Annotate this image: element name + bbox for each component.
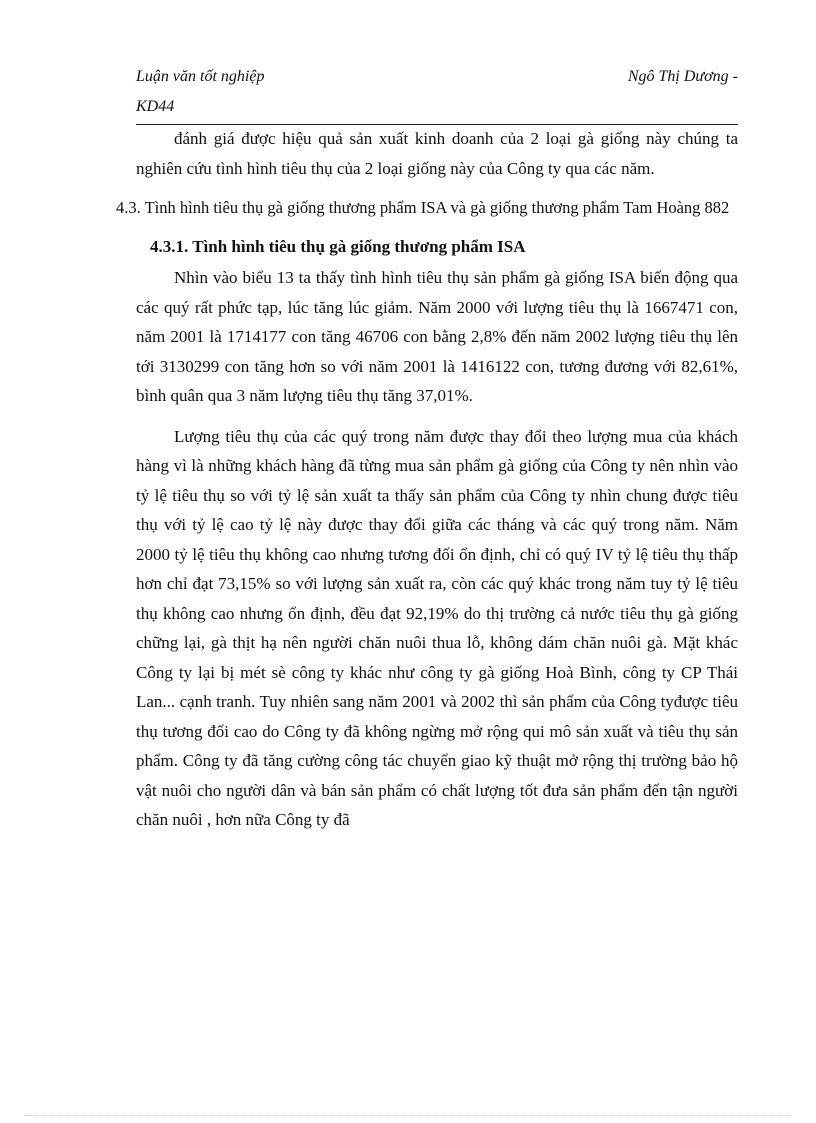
page-bottom-divider	[24, 1115, 792, 1116]
intro-paragraph: đánh giá được hiệu quả sản xuất kinh doanh của 2 loại gà giống này chúng ta nghiên cứu tình hình tiêu thụ của 2 loại giống này của Công ty qua các năm.	[136, 129, 738, 178]
body-text	[116, 124, 738, 835]
header-class-code: KD44	[136, 98, 175, 115]
section-heading-4-3: 4.3. Tình hình tiêu thụ gà giống thương phẩm ISA và gà giống thương phẩm Tam Hoàng 882	[116, 198, 730, 217]
header-author: Ngô Thị Dương -	[627, 68, 738, 85]
paragraph-isa-sales: Nhìn vào biểu 13 ta thấy tình hình tiêu thụ sản phẩm gà giống ISA biến động qua các quý rất phức tạp, lúc tăng lúc giảm. Năm 2000 với lượng tiêu thụ là 1667471 con, năm 2001 là 1714177 con tăng 46706 con bằng 2,8% đến năm 2002 lượng tiêu thụ lên tới 3130299 con tăng hơn so với năm 2001 là 1416122 con, tương đương với 82,61%, bình quân qua 3 năm lượng tiêu thụ tăng 37,01%.	[136, 268, 738, 405]
paragraph-quarterly-sales: Lượng tiêu thụ của các quý trong năm được thay đổi theo lượng mua của khách hàng vì là những khách hàng đã từng mua sản phẩm gà giống của Công ty nên nhìn vào tỷ lệ tiêu thụ so với tỷ lệ sản xuất ta thấy sản phẩm của Công ty nhìn chung được tiêu thụ với tỷ lệ cao tỷ lệ này được thay đổi giữa các tháng và các quý trong năm. Năm 2000 tỷ lệ tiêu thụ không cao nhưng tương đối ổn định, chỉ có quý IV tỷ lệ tiêu thụ thấp hơn chỉ đạt 73,15% so với lượng sản xuất ra, còn các quý khác trong năm tuy tỷ lệ tiêu thụ không cao nhưng ổn định, đều đạt 92,19% do thị trường cả nước tiêu thụ gà giống chững lại, gà thịt hạ nên người chăn nuôi thua lỗ, không dám chăn nuôi gà. Mặt khác Công ty lại bị mét sè công ty khác như công ty gà giống Hoà Bình, công ty CP Thái Lan... cạnh tranh. Tuy nhiên sang năm 2001 và 2002 thì sản phẩm của Công tyđược tiêu thụ tương đối cao do Công ty đã không ngừng mở rộng qui mô sản xuất và tiêu thụ sản phẩm. Công ty đã tăng cường công tác chuyển giao kỹ thuật mở rộng thị trường bảo hộ vật nuôi cho người dân và bán sản phẩm có chất lượng tốt đưa sản phẩm đến tận người chăn nuôi , hơn nữa Công ty đã	[136, 426, 738, 829]
header-thesis-label: Luận văn tốt nghiệp	[136, 68, 265, 85]
running-header	[136, 62, 738, 125]
section-heading-4-3-1: 4.3.1. Tình hình tiêu thụ gà giống thương phẩm ISA	[150, 237, 526, 256]
